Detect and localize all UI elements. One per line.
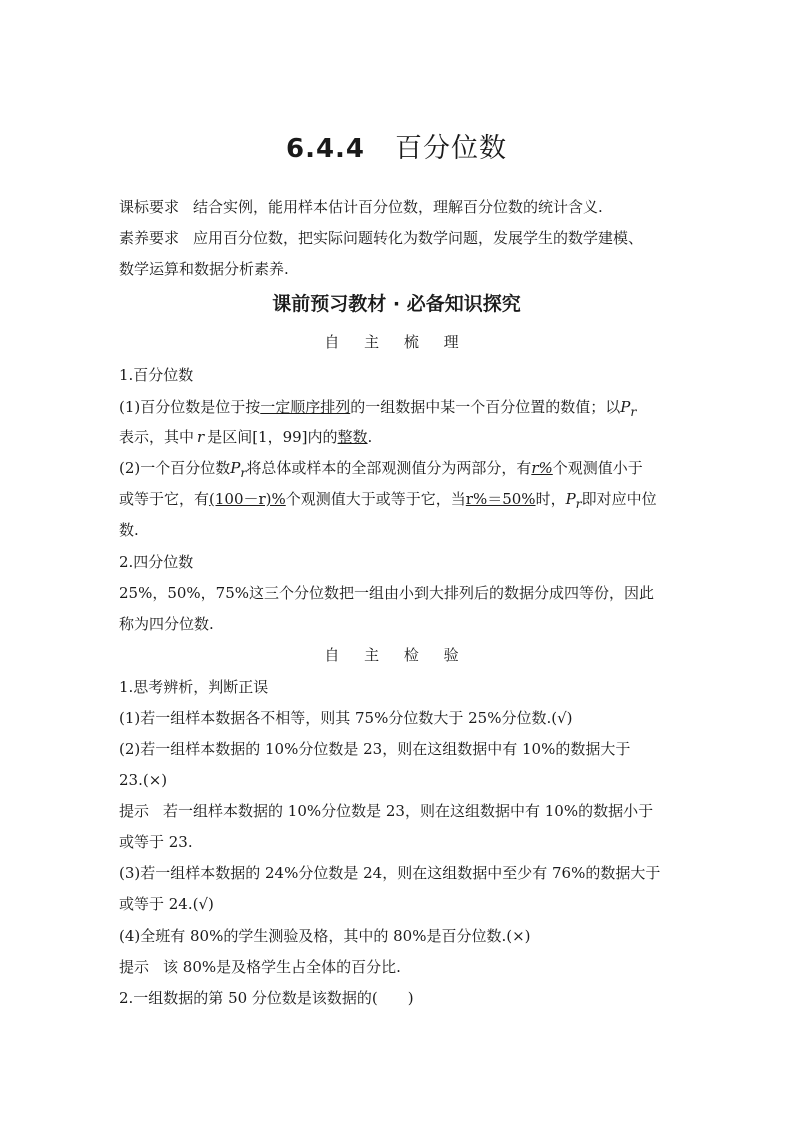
item-3a: (3)若一组样本数据的 24%分位数是 24，则在这组数据中至少有 76%的数据大于 — [119, 864, 661, 882]
requirement-literacy-cont: 数学运算和数据分析素养. — [119, 260, 289, 278]
item-1: (1)若一组样本数据各不相等，则其 75%分位数大于 25%分位数.(√) — [119, 709, 573, 727]
section-title: 百分位数 — [395, 133, 508, 164]
subheading-self-study: 自 主 梳 理 — [324, 333, 469, 351]
heading-quartile: 2.四分位数 — [119, 553, 194, 571]
hint-2: 提示 该 80%是及格学生占全体的百分比. — [119, 958, 401, 976]
paragraph-2a: (2)一个百分位数$P_r$将总体或样本的全部观测值分为两部分，有r%个观测值小于 — [119, 459, 643, 480]
item-3b: 或等于 24.(√) — [119, 895, 214, 913]
paragraph-1a: (1)百分位数是位于按一定顺序排列的一组数据中某一个百分位置的数值；以$P_r$ — [119, 398, 637, 419]
requirement-curriculum: 课标要求 结合实例，能用样本估计百分位数，理解百分位数的统计含义. — [119, 198, 603, 216]
question-2: 2.一组数据的第 50 分位数是该数据的( ) — [119, 989, 414, 1007]
heading-percentile: 1.百分位数 — [119, 366, 194, 384]
paragraph-2c: 数. — [119, 521, 139, 539]
section-heading: 课前预习教材 · 必备知识探究 — [272, 293, 521, 315]
item-2a: (2)若一组样本数据的 10%分位数是 23，则在这组数据中有 10%的数据大于 — [119, 740, 631, 758]
heading-judge: 1.思考辨析，判断正误 — [119, 678, 269, 696]
paragraph-2b: 或等于它，有(100－r)%个观测值大于或等于它，当r%＝50%时，$P_r$即对应中位 — [119, 490, 657, 511]
item-4: (4)全班有 80%的学生测验及格，其中的 80%是百分位数.(×) — [119, 927, 531, 945]
quartile-text-2: 称为四分位数. — [119, 615, 214, 633]
page-title — [0, 126, 793, 165]
quartile-text-1: 25%，50%，75%这三个分位数把一组由小到大排列后的数据分成四等份，因此 — [119, 584, 655, 602]
hint-1b: 或等于 23. — [119, 833, 193, 851]
item-2b: 23.(×) — [119, 771, 168, 789]
section-number: 6.4.4 — [285, 134, 366, 164]
requirement-literacy: 素养要求 应用百分位数，把实际问题转化为数学问题，发展学生的数学建模、 — [119, 229, 644, 247]
subheading-self-check: 自 主 检 验 — [324, 646, 469, 664]
paragraph-1b: 表示，其中 r 是区间[1，99]内的整数. — [119, 428, 373, 446]
hint-1a: 提示 若一组样本数据的 10%分位数是 23，则在这组数据中有 10%的数据小于 — [119, 802, 654, 820]
